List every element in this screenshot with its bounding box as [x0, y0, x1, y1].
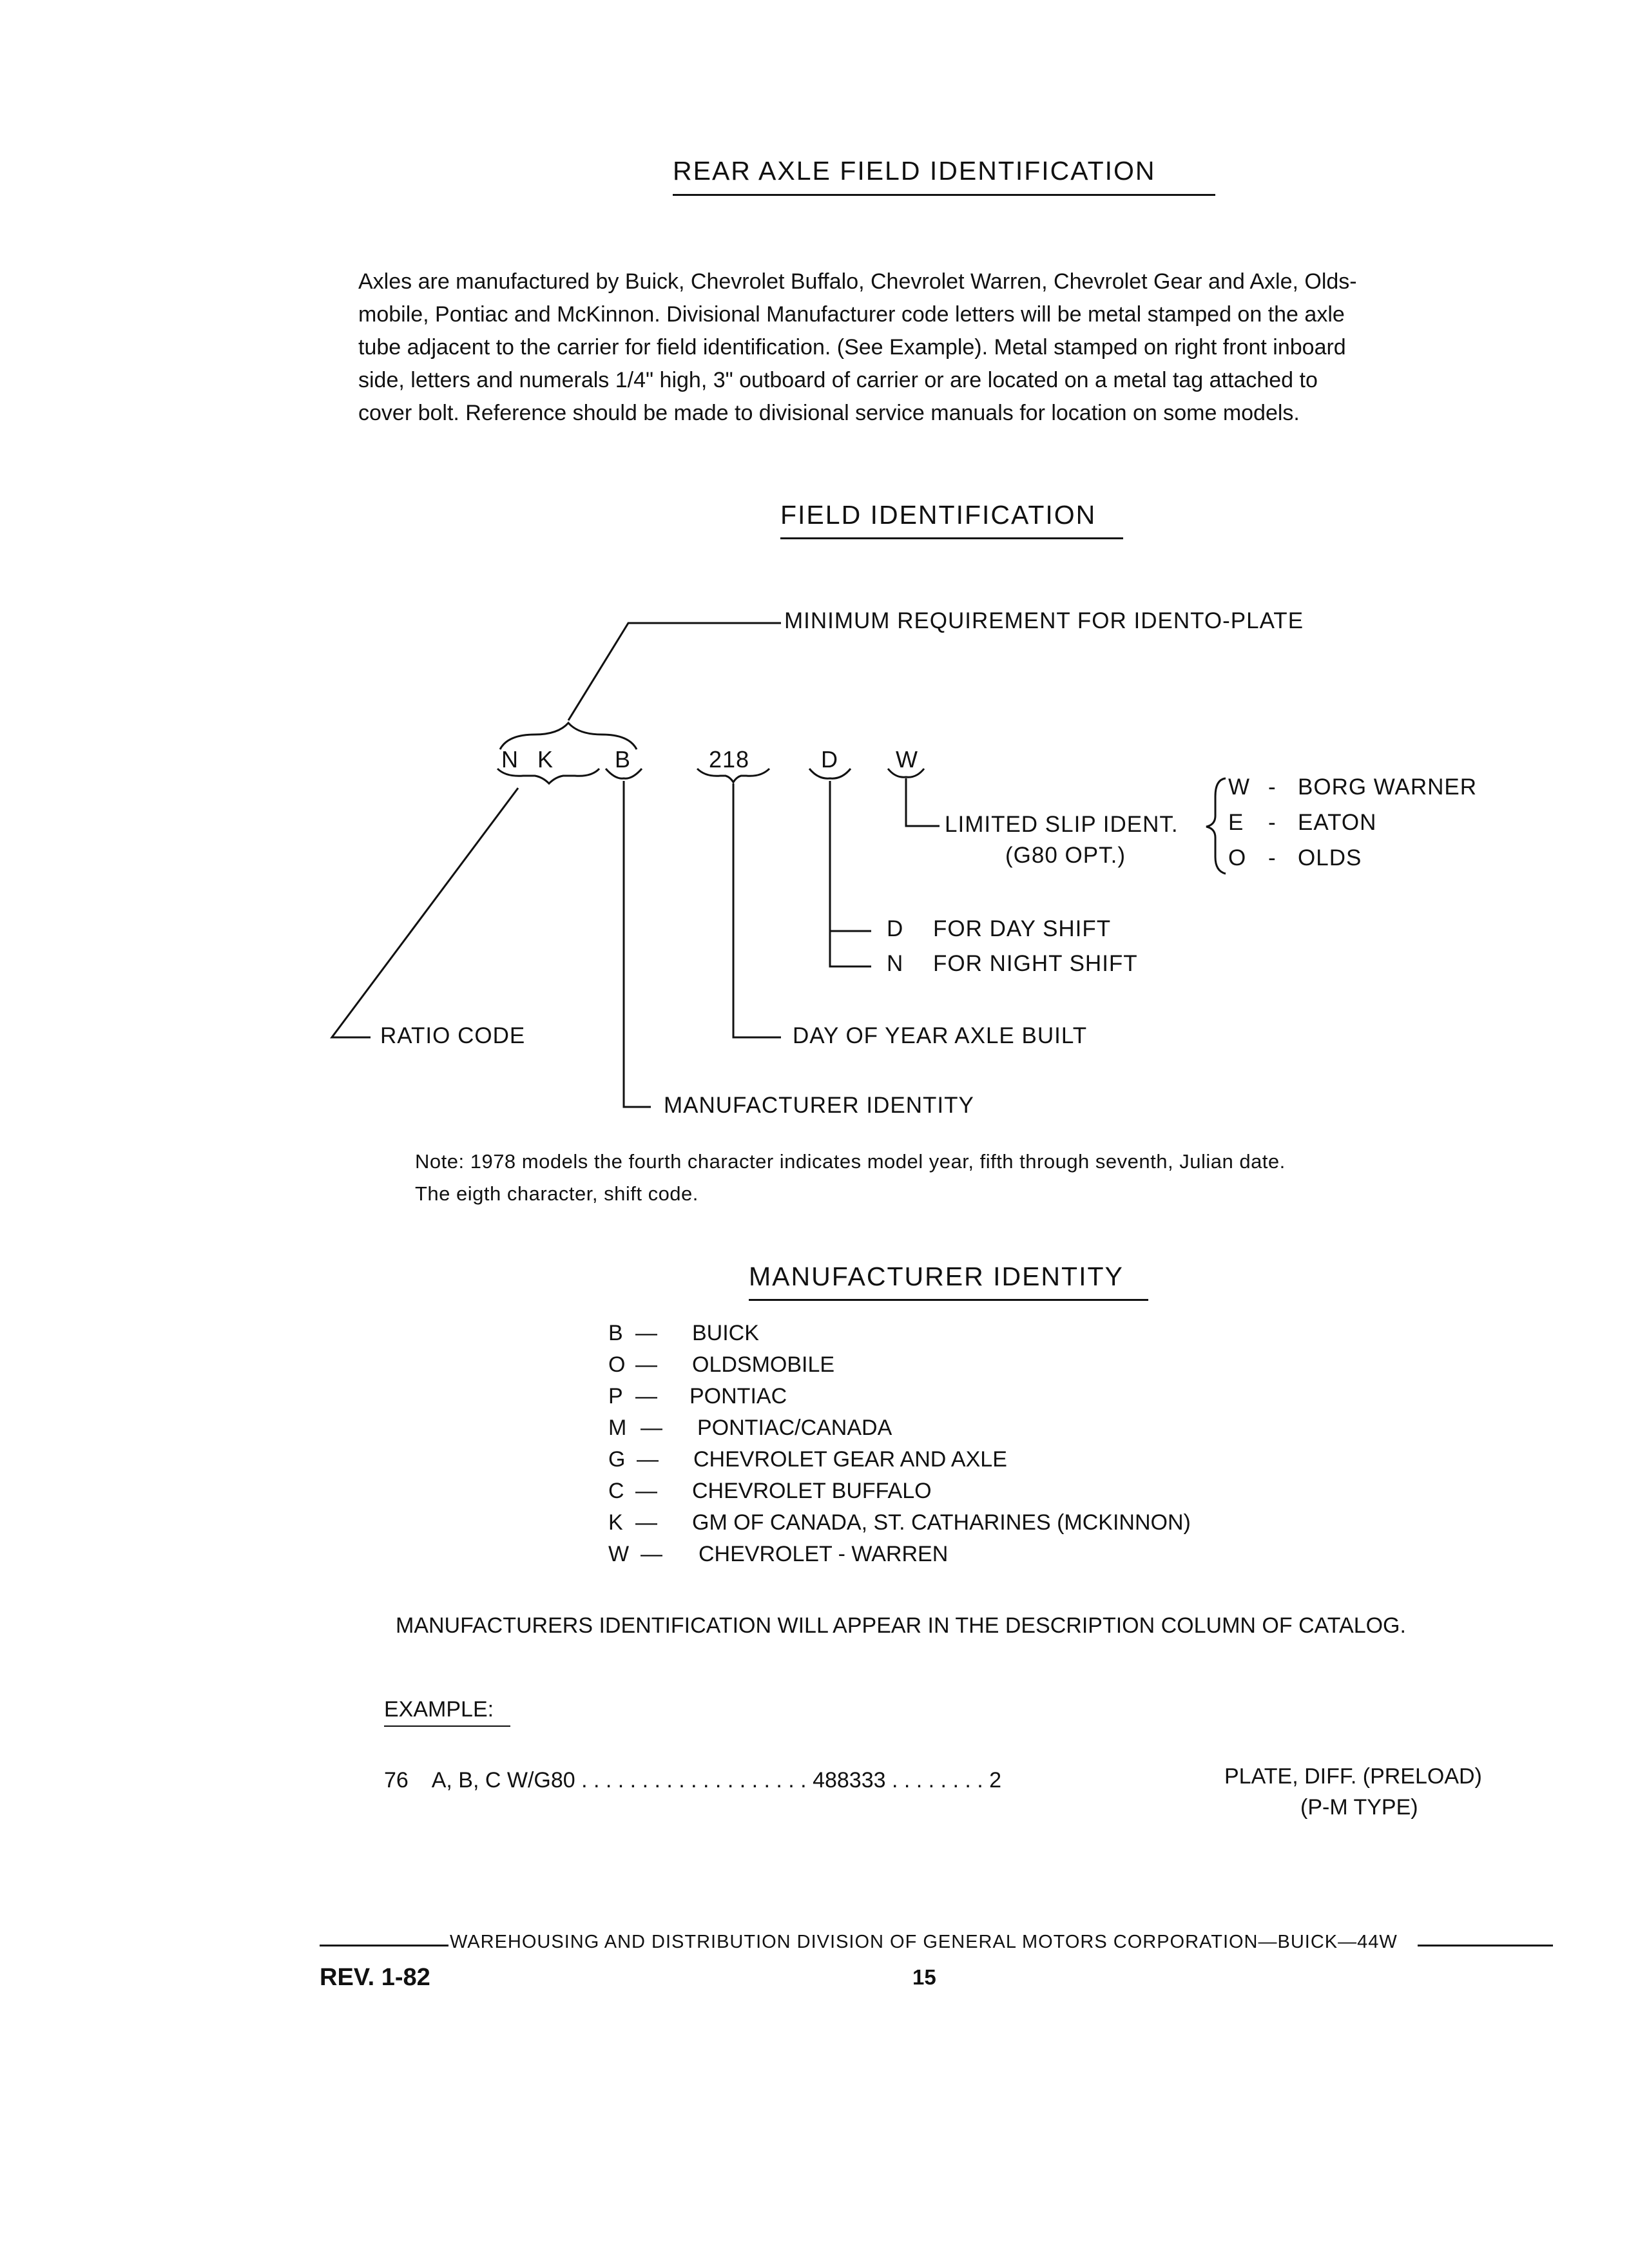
- shift-code: N: [887, 951, 904, 976]
- code-day: 218: [709, 746, 750, 773]
- mfg-code: C: [608, 1479, 624, 1503]
- mfg-name: PONTIAC/CANADA: [697, 1416, 892, 1440]
- note-line: Note: 1978 models the fourth character indicates model year, fifth through seventh, Julian date.: [415, 1150, 1286, 1173]
- ratio-leader: [332, 788, 518, 1037]
- note-line: The eigth character, shift code.: [415, 1182, 699, 1205]
- example-description-sub: (P-M TYPE): [1300, 1795, 1418, 1820]
- limited-slip-label: LIMITED SLIP IDENT.: [945, 812, 1179, 837]
- mfg-name: GM OF CANADA, ST. CATHARINES (MCKINNON): [692, 1510, 1191, 1535]
- mfg-name: CHEVROLET GEAR AND AXLE: [693, 1447, 1007, 1472]
- supplier-code: O: [1228, 845, 1247, 870]
- manufacturer-underline: [749, 1299, 1148, 1301]
- slip-leader: [906, 778, 940, 826]
- mfg-dash: —: [637, 1447, 659, 1472]
- limited-slip-sub: (G80 OPT.): [1005, 843, 1126, 868]
- mfg-name: BUICK: [692, 1321, 759, 1345]
- page-title: REAR AXLE FIELD IDENTIFICATION: [673, 156, 1156, 186]
- page-number: 15: [912, 1965, 936, 1989]
- mfg-name: CHEVROLET - WARREN: [699, 1542, 949, 1566]
- mfg-code: B: [608, 1321, 623, 1345]
- example-description: PLATE, DIFF. (PRELOAD): [1224, 1764, 1482, 1789]
- code-b: B: [615, 746, 631, 773]
- mfg-dash: —: [635, 1479, 657, 1503]
- shift-name: FOR NIGHT SHIFT: [933, 951, 1138, 976]
- top-brace: [500, 723, 637, 749]
- mfg-code: P: [608, 1384, 623, 1408]
- mfg-code: M: [608, 1416, 627, 1440]
- manufacturer-leader: [624, 781, 651, 1107]
- shift-name: FOR DAY SHIFT: [933, 916, 1112, 941]
- intro-line: mobile, Pontiac and McKinnon. Divisional Manufacturer code letters will be metal stamped on the axle: [358, 302, 1345, 327]
- example-line: 76 A, B, C W/G80 . . . . . . . . . . . . . . . . . . . 488333 . . . . . . . . 2: [384, 1768, 1002, 1792]
- shift-code: D: [887, 916, 904, 941]
- catalog-note: MANUFACTURERS IDENTIFICATION WILL APPEAR IN THE DESCRIPTION COLUMN OF CATALOG.: [396, 1613, 1406, 1638]
- intro-line: tube adjacent to the carrier for field identification. (See Example). Metal stamped on right front inboard: [358, 335, 1346, 360]
- code-n: N: [501, 746, 519, 773]
- day-of-year-label: DAY OF YEAR AXLE BUILT: [793, 1023, 1088, 1048]
- example-underline: [384, 1725, 510, 1727]
- mfg-code: G: [608, 1447, 626, 1472]
- supplier-code: W: [1228, 774, 1251, 800]
- mfg-name: PONTIAC: [689, 1384, 787, 1408]
- supplier-name: OLDS: [1298, 845, 1362, 870]
- mfg-dash: —: [641, 1542, 662, 1566]
- footer-rule-left: [320, 1945, 448, 1946]
- code-k: K: [537, 746, 554, 773]
- supplier-code: E: [1228, 810, 1244, 835]
- supplier-brace: [1206, 778, 1226, 874]
- intro-line: side, letters and numerals 1/4" high, 3" outboard of carrier or are located on a metal tag attached to: [358, 368, 1318, 392]
- mfg-code: O: [608, 1352, 626, 1377]
- shift-leader: [830, 781, 871, 966]
- footer-text: WAREHOUSING AND DISTRIBUTION DIVISION OF GENERAL MOTORS CORPORATION—BUICK—44W: [450, 1932, 1398, 1952]
- mfg-dash: —: [635, 1352, 657, 1377]
- field-id-heading: FIELD IDENTIFICATION: [780, 500, 1097, 530]
- manufacturer-identity-label: MANUFACTURER IDENTITY: [664, 1093, 974, 1118]
- intro-line: Axles are manufactured by Buick, Chevrolet Buffalo, Chevrolet Warren, Chevrolet Gear and Axle, Olds-: [358, 269, 1357, 294]
- intro-line: cover bolt. Reference should be made to divisional service manuals for location on some models.: [358, 401, 1300, 425]
- supplier-name: BORG WARNER: [1298, 774, 1478, 800]
- day-leader: [733, 783, 781, 1037]
- code-shift: D: [821, 746, 838, 773]
- supplier-dash: -: [1268, 810, 1277, 835]
- mfg-dash: —: [635, 1384, 657, 1408]
- mfg-name: CHEVROLET BUFFALO: [692, 1479, 932, 1503]
- supplier-dash: -: [1268, 774, 1277, 800]
- min-requirement-leader: [568, 623, 781, 720]
- min-requirement-label: MINIMUM REQUIREMENT FOR IDENTO-PLATE: [784, 608, 1304, 633]
- supplier-dash: -: [1268, 845, 1277, 870]
- mfg-code: K: [608, 1510, 623, 1535]
- supplier-name: EATON: [1298, 810, 1377, 835]
- footer-rule-right: [1418, 1945, 1553, 1946]
- ratio-code-label: RATIO CODE: [380, 1023, 526, 1048]
- mfg-code: W: [608, 1542, 630, 1566]
- mfg-dash: —: [635, 1321, 657, 1345]
- example-label: EXAMPLE:: [384, 1697, 494, 1722]
- code-slip: W: [896, 746, 918, 773]
- manufacturer-heading: MANUFACTURER IDENTITY: [749, 1262, 1124, 1291]
- revision-label: REV. 1-82: [320, 1964, 430, 1991]
- mfg-dash: —: [641, 1416, 662, 1440]
- mfg-name: OLDSMOBILE: [692, 1352, 835, 1377]
- mfg-dash: —: [635, 1510, 657, 1535]
